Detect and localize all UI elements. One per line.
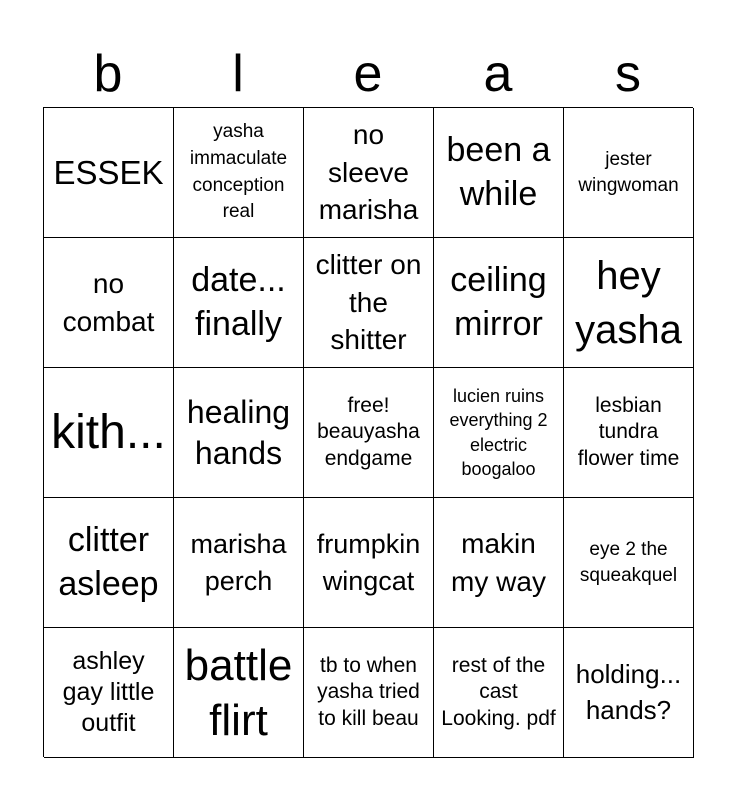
cell-text: clitter on the shitter <box>315 248 422 356</box>
bingo-cell[interactable] <box>304 108 434 238</box>
cell-text: rest of the cast Looking. pdf <box>441 654 556 730</box>
cell-text: ceiling mirror <box>450 260 547 343</box>
bingo-cell[interactable] <box>434 498 564 628</box>
cell-text: no sleeve marisha <box>318 118 419 226</box>
bingo-cell[interactable] <box>174 368 304 498</box>
bingo-cell[interactable] <box>434 368 564 498</box>
bingo-header <box>43 40 693 108</box>
cell-text: battle flirt <box>184 640 293 745</box>
header-letter-a: a <box>483 45 513 103</box>
cell-text: healing hands <box>186 393 291 471</box>
bingo-cell[interactable] <box>304 628 434 758</box>
cell-text: date... finally <box>191 260 286 343</box>
cell-text: holding... hands? <box>575 659 682 725</box>
bingo-cell[interactable] <box>304 368 434 498</box>
cell-text: ESSEK <box>53 153 164 191</box>
cell-text: no combat <box>62 267 155 337</box>
cell-text: makin my way <box>451 527 546 597</box>
bingo-cell[interactable] <box>44 368 174 498</box>
cell-text: frumpkin wingcat <box>316 529 421 596</box>
bingo-cell[interactable] <box>174 498 304 628</box>
bingo-cell[interactable] <box>564 628 694 758</box>
bingo-cell[interactable] <box>174 628 304 758</box>
header-letter-e: e <box>353 45 383 103</box>
cell-text: yasha immaculate conception real <box>189 121 288 223</box>
cell-text: tb to when yasha tried to kill beau <box>317 654 420 730</box>
cell-text: lesbian tundra flower time <box>577 394 680 470</box>
bingo-cell[interactable] <box>304 498 434 628</box>
header-letter-s: s <box>615 45 641 103</box>
bingo-cell[interactable] <box>564 108 694 238</box>
bingo-board <box>43 107 693 757</box>
header-letter-b: b <box>93 45 123 103</box>
bingo-cell[interactable] <box>44 628 174 758</box>
bingo-cell[interactable] <box>304 238 434 368</box>
cell-text: kith... <box>51 405 166 459</box>
bingo-cell[interactable] <box>564 238 694 368</box>
cell-text: lucien ruins everything 2 electric boogaloo <box>449 385 548 479</box>
bingo-cell[interactable] <box>564 498 694 628</box>
cell-text: marisha perch <box>190 529 287 596</box>
bingo-cell[interactable] <box>44 108 174 238</box>
cell-text: clitter asleep <box>58 520 159 603</box>
bingo-cell[interactable] <box>44 498 174 628</box>
bingo-cell[interactable] <box>44 238 174 368</box>
cell-text: been a while <box>446 130 551 213</box>
bingo-cell[interactable] <box>564 368 694 498</box>
bingo-cell[interactable] <box>434 628 564 758</box>
bingo-cell[interactable] <box>174 108 304 238</box>
header-letter-l: l <box>232 45 244 103</box>
cell-text: hey yasha <box>575 253 682 352</box>
cell-text: ashley gay little outfit <box>62 646 155 738</box>
cell-text: free! beauyasha endgame <box>317 394 420 470</box>
bingo-cell[interactable] <box>174 238 304 368</box>
cell-text: jester wingwoman <box>578 148 679 196</box>
cell-text: eye 2 the squeakquel <box>579 538 678 586</box>
bingo-cell[interactable] <box>434 108 564 238</box>
bingo-cell[interactable] <box>434 238 564 368</box>
